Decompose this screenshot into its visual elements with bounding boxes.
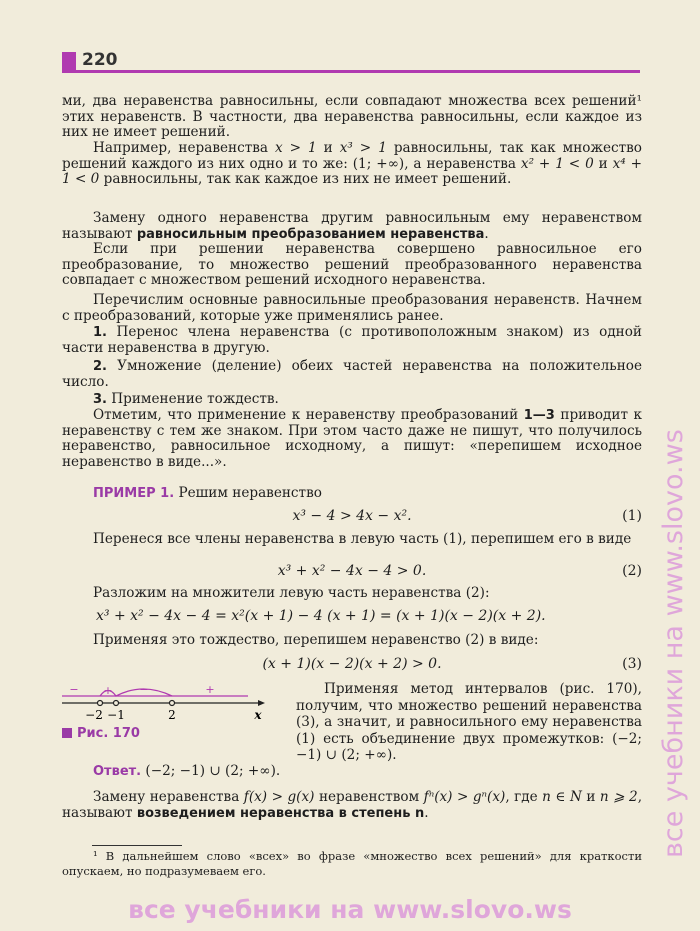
figure-caption: Рис. 170	[62, 726, 140, 741]
page-header	[62, 50, 640, 74]
paragraph-3: Замену одного неравенства другим равносильным ему неравенством называют равносильным преобразованием неравенства.	[62, 210, 642, 242]
paragraph-10: Применяя метод интервалов (рис. 170), получим, что множество решений неравенства (3), а значит, и равносильного ему неравенства (1) есть объединение двух промежутков: (−2; −1) ∪ (2; +∞).	[296, 681, 642, 764]
example-label: ПРИМЕР 1.	[93, 486, 175, 501]
paragraph-7: Перенеся все члены неравенства в левую часть (1), перепишем его в виде	[93, 531, 632, 547]
svg-text:все учебники на www.slovo.ws: все учебники на www.slovo.ws	[658, 429, 689, 858]
answer-label: Ответ.	[93, 764, 142, 779]
header-marker	[62, 52, 76, 70]
paragraph-4: Если при решении неравенства совершено равносильное его преобразование, то множество решений преобразованного неравенства совпадает с множеством решений исходного неравенства.	[62, 241, 642, 289]
list-item-2: 2. Умножение (деление) обеих частей неравенства на положительное число.	[62, 358, 642, 390]
paragraph-2: Например, неравенства x > 1 и x³ > 1 равносильны, так как множество решений каждого из них одно и то же: (1; +∞), а неравенства x² + 1 < 0 и x⁴ + 1 < 0 равносильны, так как каждое из них не имеет решений.	[62, 140, 643, 188]
footnote-rule	[92, 845, 182, 846]
sign-interval-1: −	[69, 684, 79, 696]
point-2	[170, 701, 175, 706]
figure-170-interval-diagram	[60, 684, 280, 724]
sign-interval-3: −	[139, 684, 149, 696]
answer: Ответ. (−2; −1) ∪ (2; +∞).	[93, 763, 281, 779]
list-item-1: 1. Перенос члена неравенства (с противоположным знаком) из одной части неравенства в другую.	[62, 324, 642, 356]
point-minus-2	[98, 701, 103, 706]
list-item-3: 3. Применение тождеств.	[93, 391, 279, 407]
footnote: ¹ В дальнейшем слово «всех» во фразе «множество всех решений» для краткости опускаем, но подразумеваем его.	[62, 849, 642, 878]
watermark-vertical	[642, 100, 700, 860]
paragraph-6: Отметим, что применение к неравенству преобразований 1—3 приводит к неравенству с тем же знаком. При этом часто даже не пишут, что получилось неравенство, равносильное исходному, а пишут: «перепишем исходное неравенство в виде...».	[62, 407, 643, 470]
axis-label-x: x	[254, 708, 262, 722]
term-equivalent-transformation: равносильным преобразованием неравенства	[136, 226, 485, 242]
watermark-bottom: все учебники на www.slovo.ws	[128, 895, 572, 924]
paragraph-11: Замену неравенства f(x) > g(x) неравенством fⁿ(x) > gⁿ(x), где n ∈ N и n ⩾ 2, называют возведением неравенства в степень n.	[62, 789, 643, 821]
example-heading: ПРИМЕР 1. Решим неравенство	[93, 485, 322, 501]
caption-marker	[62, 728, 72, 738]
paragraph-8: Разложим на множители левую часть неравенства (2):	[93, 585, 490, 601]
page-number: 220	[82, 50, 118, 70]
tick-label-minus-2: −2	[85, 708, 103, 722]
point-minus-1	[114, 701, 119, 706]
axis-arrow	[258, 700, 265, 706]
tick-label-2: 2	[168, 708, 176, 722]
tick-label-minus-1: −1	[107, 708, 125, 722]
header-rule	[62, 70, 640, 73]
paragraph-9: Применяя это тождество, перепишем неравенство (2) в виде:	[93, 632, 539, 648]
sign-interval-2: +	[103, 684, 113, 697]
paragraph-1: ми, два неравенства равносильны, если совпадают множества всех решений¹ этих неравенств. В частности, два неравенства равносильны, если каждое из них не имеет решений.	[62, 93, 642, 141]
sign-interval-4: +	[205, 684, 215, 696]
paragraph-5: Перечислим основные равносильные преобразования неравенств. Начнем с преобразований, которые уже применялись ранее.	[62, 292, 642, 324]
term-raising-to-power: возведением неравенства в степень n	[136, 805, 425, 821]
